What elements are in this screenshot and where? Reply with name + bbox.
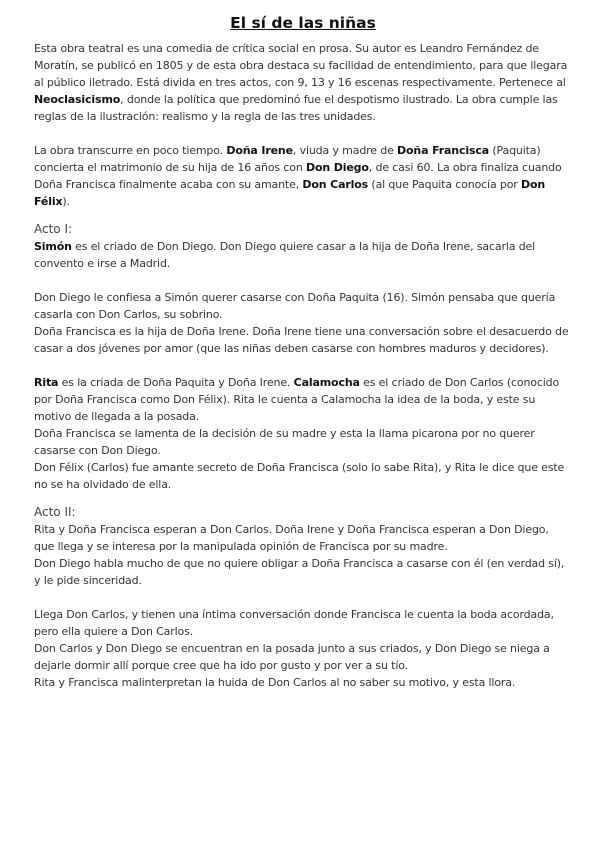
act-1-paragraph-5: Doña Francisca se lamenta de la decisión de su madre y esta la llama picarona por no querer casarse con Don Diego. <box>34 427 535 457</box>
act-1-paragraph-2: Don Diego le confiesa a Simón querer casarse con Doña Paquita (16). Simón pensaba que quería casarla con Don Carlos, su sobrino. <box>34 291 556 321</box>
character-simon: Simón <box>34 240 72 253</box>
act-2-paragraph-3: Llega Don Carlos, y tienen una íntima conversación donde Francisca le cuenta la boda acordada, pero ella quiere a Don Carlos. <box>34 608 554 638</box>
intro-paragraph-1: Esta obra teatral es una comedia de crítica social en prosa. Su autor es Leandro Fernández de Moratín, se publicó en 1805 y de esta obra destaca su facilidad de entendimiento, para que llegara al público iletrado. Está divida en tres actos, con 9, 13 y 16 escenas respectivamente. Pertenece al Neoclasicismo, donde la política que predominó fue el despotismo ilustrado. La obra cumple las reglas de la ilustración: realismo y la regla de las tres unidades. <box>34 42 568 123</box>
act-1-paragraph-4: Rita es la criada de Doña Paquita y Doña Irene. Calamocha es el criado de Don Carlos (conocido por Doña Francisca como Don Félix). Rita le cuenta a Calamocha la idea de la boda, y este su motivo de llegada a la posada. <box>34 376 560 423</box>
keyword-neoclasicismo: Neoclasicismo <box>34 93 121 106</box>
act-1-paragraph-6: Don Félix (Carlos) fue amante secreto de Doña Francisca (solo lo sabe Rita), y Rita le dice que este no se ha olvidado de ella. <box>34 461 565 491</box>
act-2-paragraph-5: Rita y Francisca malinterpretan la huida de Don Carlos al no saber su motivo, y esta llora. <box>34 676 516 689</box>
character-don-felix: Don Félix <box>34 178 546 208</box>
document-title: El sí de las niñas <box>230 14 376 32</box>
act-1-paragraph-1: Simón es el criado de Don Diego. Don Diego quiere casar a la hija de Doña Irene, sacarla del convento e irse a Madrid. <box>34 240 536 270</box>
act-2-heading: Acto II: <box>34 505 76 519</box>
character-don-carlos: Don Carlos <box>302 178 369 191</box>
act-2-paragraph-4: Don Carlos y Don Diego se encuentran en la posada junto a sus criados, y Don Diego se niega a dejarle dormir allí porque cree que ha ido por gusto y por ver a su tío. <box>34 642 550 672</box>
act-2-paragraph-2: Don Diego habla mucho de que no quiere obligar a Doña Francisca a casarse con él (en verdad sí), y le pide sinceridad. <box>34 557 565 587</box>
act-1-paragraph-3: Doña Francisca es la hija de Doña Irene. Doña Irene tiene una conversación sobre el desacuerdo de casar a dos jóvenes por amor (que las niñas deben casarse con hombres maduros y decidores). <box>34 325 569 355</box>
act-1-heading: Acto I: <box>34 222 73 236</box>
character-don-diego: Don Diego <box>306 161 369 174</box>
character-dona-irene: Doña Irene <box>226 144 293 157</box>
act-2-paragraph-1: Rita y Doña Francisca esperan a Don Carlos. Doña Irene y Doña Francisca esperan a Don Diego, que llega y se interesa por la manipulada opinión de Francisca por su madre. <box>34 523 549 553</box>
character-dona-francisca: Doña Francisca <box>397 144 489 157</box>
character-rita: Rita <box>34 376 59 389</box>
intro-paragraph-2: La obra transcurre en poco tiempo. Doña Irene, viuda y madre de Doña Francisca (Paquita) concierta el matrimonio de su hija de 16 años con Don Diego, de casi 60. La obra finaliza cuando Doña Francisca finalmente acaba con su amante, Don Carlos (al que Paquita conocía por Don Félix). <box>34 144 562 208</box>
character-calamocha: Calamocha <box>293 376 360 389</box>
